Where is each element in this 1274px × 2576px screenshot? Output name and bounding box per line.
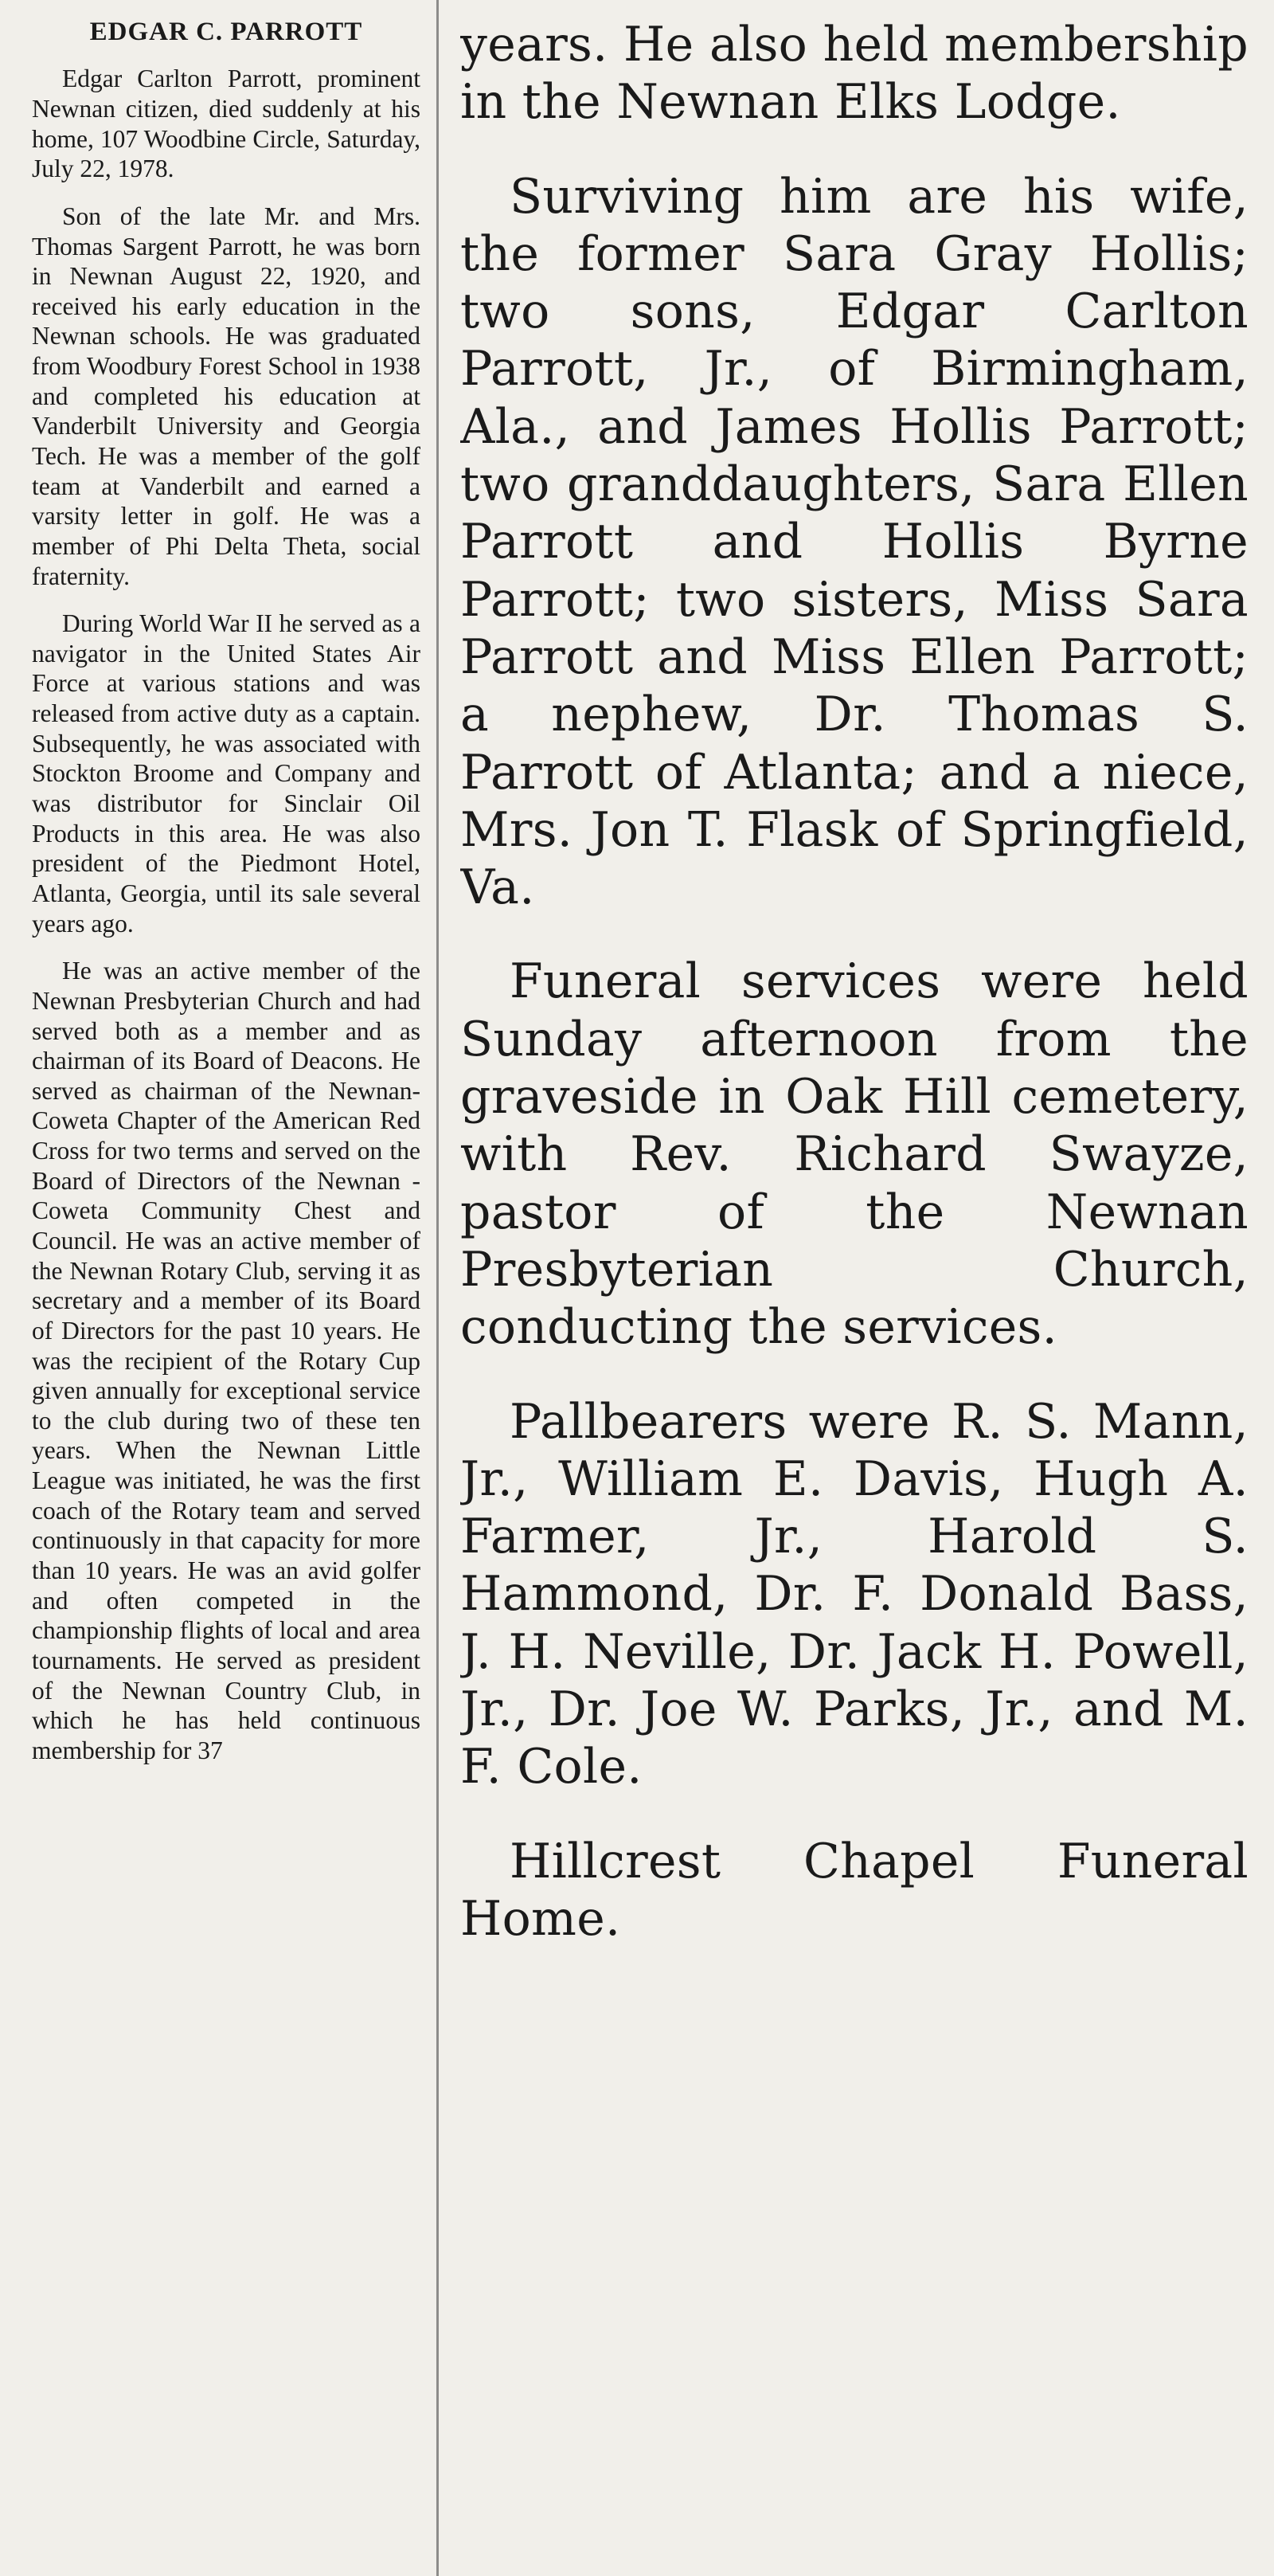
column-divider (436, 0, 439, 2576)
paragraph-pallbearers: Pallbearers were R. S. Mann, Jr., William E. Davis, Hugh A. Farmer, Jr., Harold S. Hammond, Dr. F. Donald Bass, J. H. Neville, Dr. Jack H. Powell, Jr., Dr. Joe W. Parks, Jr., and M. F. Cole. (460, 1393, 1249, 1795)
right-column (460, 16, 1249, 2565)
paragraph-death-notice: Edgar Carlton Parrott, prominent Newnan citizen, died suddenly at his home, 107 Woodbine Circle, Saturday, July 22, 1978. (32, 65, 420, 183)
paragraph-career: During World War II he served as a navigator in the United States Air Force at various stations and was released from active duty as a captain. Subsequently, he was associated with Stockton Broome and Company and was distributor for Sinclair Oil Products in this area. He was also president of the Piedmont Hotel, Atlanta, Georgia, until its sale several years ago. (32, 609, 420, 938)
paragraph-civic-activities: He was an active member of the Newnan Presbyterian Church and had served both as a member and as chairman of its Board of Deacons. He served as chairman of the Newnan-Coweta Chapter of the American Red Cross for two terms and served on the Board of Directors of the Newnan - Coweta Community Chest and Council. He was an active member of the Newnan Rotary Club, serving it as secretary and a member of its Board of Directors for the past 10 years. He was the recipient of the Rotary Cup given annually for exceptional service to the club during two of these ten years. When the Newnan Little League was initiated, he was the first coach of the Rotary team and served continuously in that capacity for more than 10 years. He was an avid golfer and often competed in the championship flights of local and area tournaments. He served as president of the Newnan Country Club, in which he has held continuous membership for 37 (32, 957, 420, 1764)
left-column (32, 18, 420, 2566)
paragraph-funeral-home: Hillcrest Chapel Funeral Home. (460, 1833, 1249, 1947)
obituary-headline: EDGAR C. PARROTT (89, 18, 363, 46)
paragraph-early-life: Son of the late Mr. and Mrs. Thomas Sargent Parrott, he was born in Newnan August 22, 1920, and received his early education in the Newnan schools. He was graduated from Woodbury Forest School in 1938 and completed his education at Vanderbilt University and Georgia Tech. He was a member of the golf team at Vanderbilt and earned a varsity letter in golf. He was a member of Phi Delta Theta, social fraternity. (32, 202, 420, 590)
paragraph-funeral-services: Funeral services were held Sunday afternoon from the graveside in Oak Hill cemetery, with Rev. Richard Swayze, pastor of the Newnan Presbyterian Church, conducting the services. (460, 953, 1249, 1356)
paragraph-survivors: Surviving him are his wife, the former Sara Gray Hollis; two sons, Edgar Carlton Parrott, Jr., of Birmingham, Ala., and James Hollis Parrott; two granddaughters, Sara Ellen Parrott and Hollis Byrne Parrott; two sisters, Miss Sara Parrott and Miss Ellen Parrott; a nephew, Dr. Thomas S. Parrott of Atlanta; and a niece, Mrs. Jon T. Flask of Springfield, Va. (460, 168, 1249, 916)
paragraph-continued: years. He also held membership in the Newnan Elks Lodge. (460, 17, 1249, 131)
